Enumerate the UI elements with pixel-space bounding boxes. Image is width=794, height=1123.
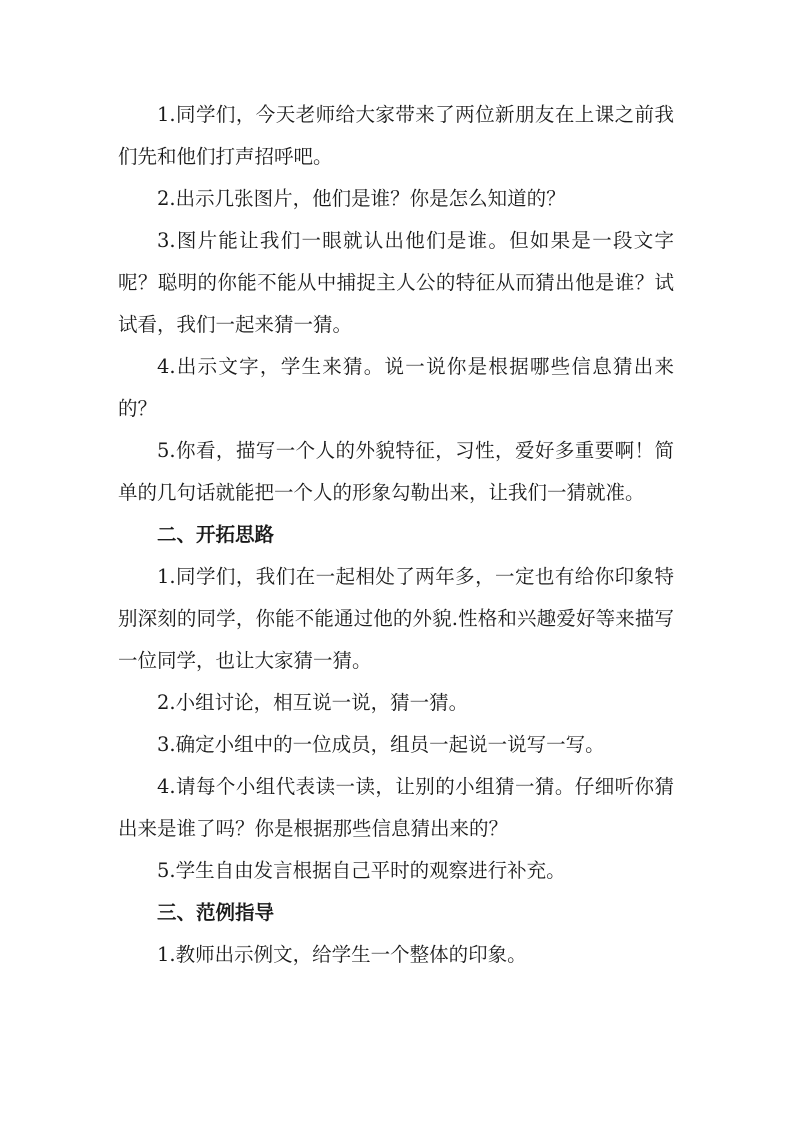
paragraph-1-4: 4.出示文字，学生来猜。说一说你是根据哪些信息猜出来的？ bbox=[118, 355, 674, 420]
paragraph-2-1: 1.同学们，我们在一起相处了两年多，一定也有给你印象特别深刻的同学，你能不能通过他的外貌.性格和兴趣爱好等来描写一位同学，也让大家猜一猜。 bbox=[118, 565, 674, 672]
paragraph-2-3: 3.确定小组中的一位成员，组员一起说一说写一写。 bbox=[157, 733, 605, 756]
paragraph-2-2: 2.小组讨论，相互说一说，猜一猜。 bbox=[157, 691, 469, 714]
paragraph-1-2: 2.出示几张图片，他们是谁？你是怎么知道的？ bbox=[157, 187, 566, 210]
paragraph-1-3: 3.图片能让我们一眼就认出他们是谁。但如果是一段文字呢？聪明的你能不能从中捕捉主人公的特征从而猜出他是谁？试试看，我们一起来猜一猜。 bbox=[118, 229, 674, 336]
document-body bbox=[118, 94, 674, 976]
paragraph-1-5: 5.你看，描写一个人的外貌特征，习性，爱好多重要啊！简单的几句话就能把一个人的形象勾勒出来，让我们一猜就准。 bbox=[118, 439, 674, 504]
paragraph-2-5: 5.学生自由发言根据自己平时的观察进行补充。 bbox=[157, 859, 566, 882]
section-3-heading: 三、范例指导 bbox=[157, 901, 275, 924]
paragraph-2-4: 4.请每个小组代表读一读，让别的小组猜一猜。仔细听你猜出来是谁了吗？你是根据那些信息猜出来的？ bbox=[118, 775, 674, 840]
paragraph-1-1: 1.同学们，今天老师给大家带来了两位新朋友在上课之前我们先和他们打声招呼吧。 bbox=[118, 103, 674, 168]
paragraph-3-1: 1.教师出示例文，给学生一个整体的印象。 bbox=[157, 943, 527, 966]
section-2-heading: 二、开拓思路 bbox=[157, 523, 275, 546]
